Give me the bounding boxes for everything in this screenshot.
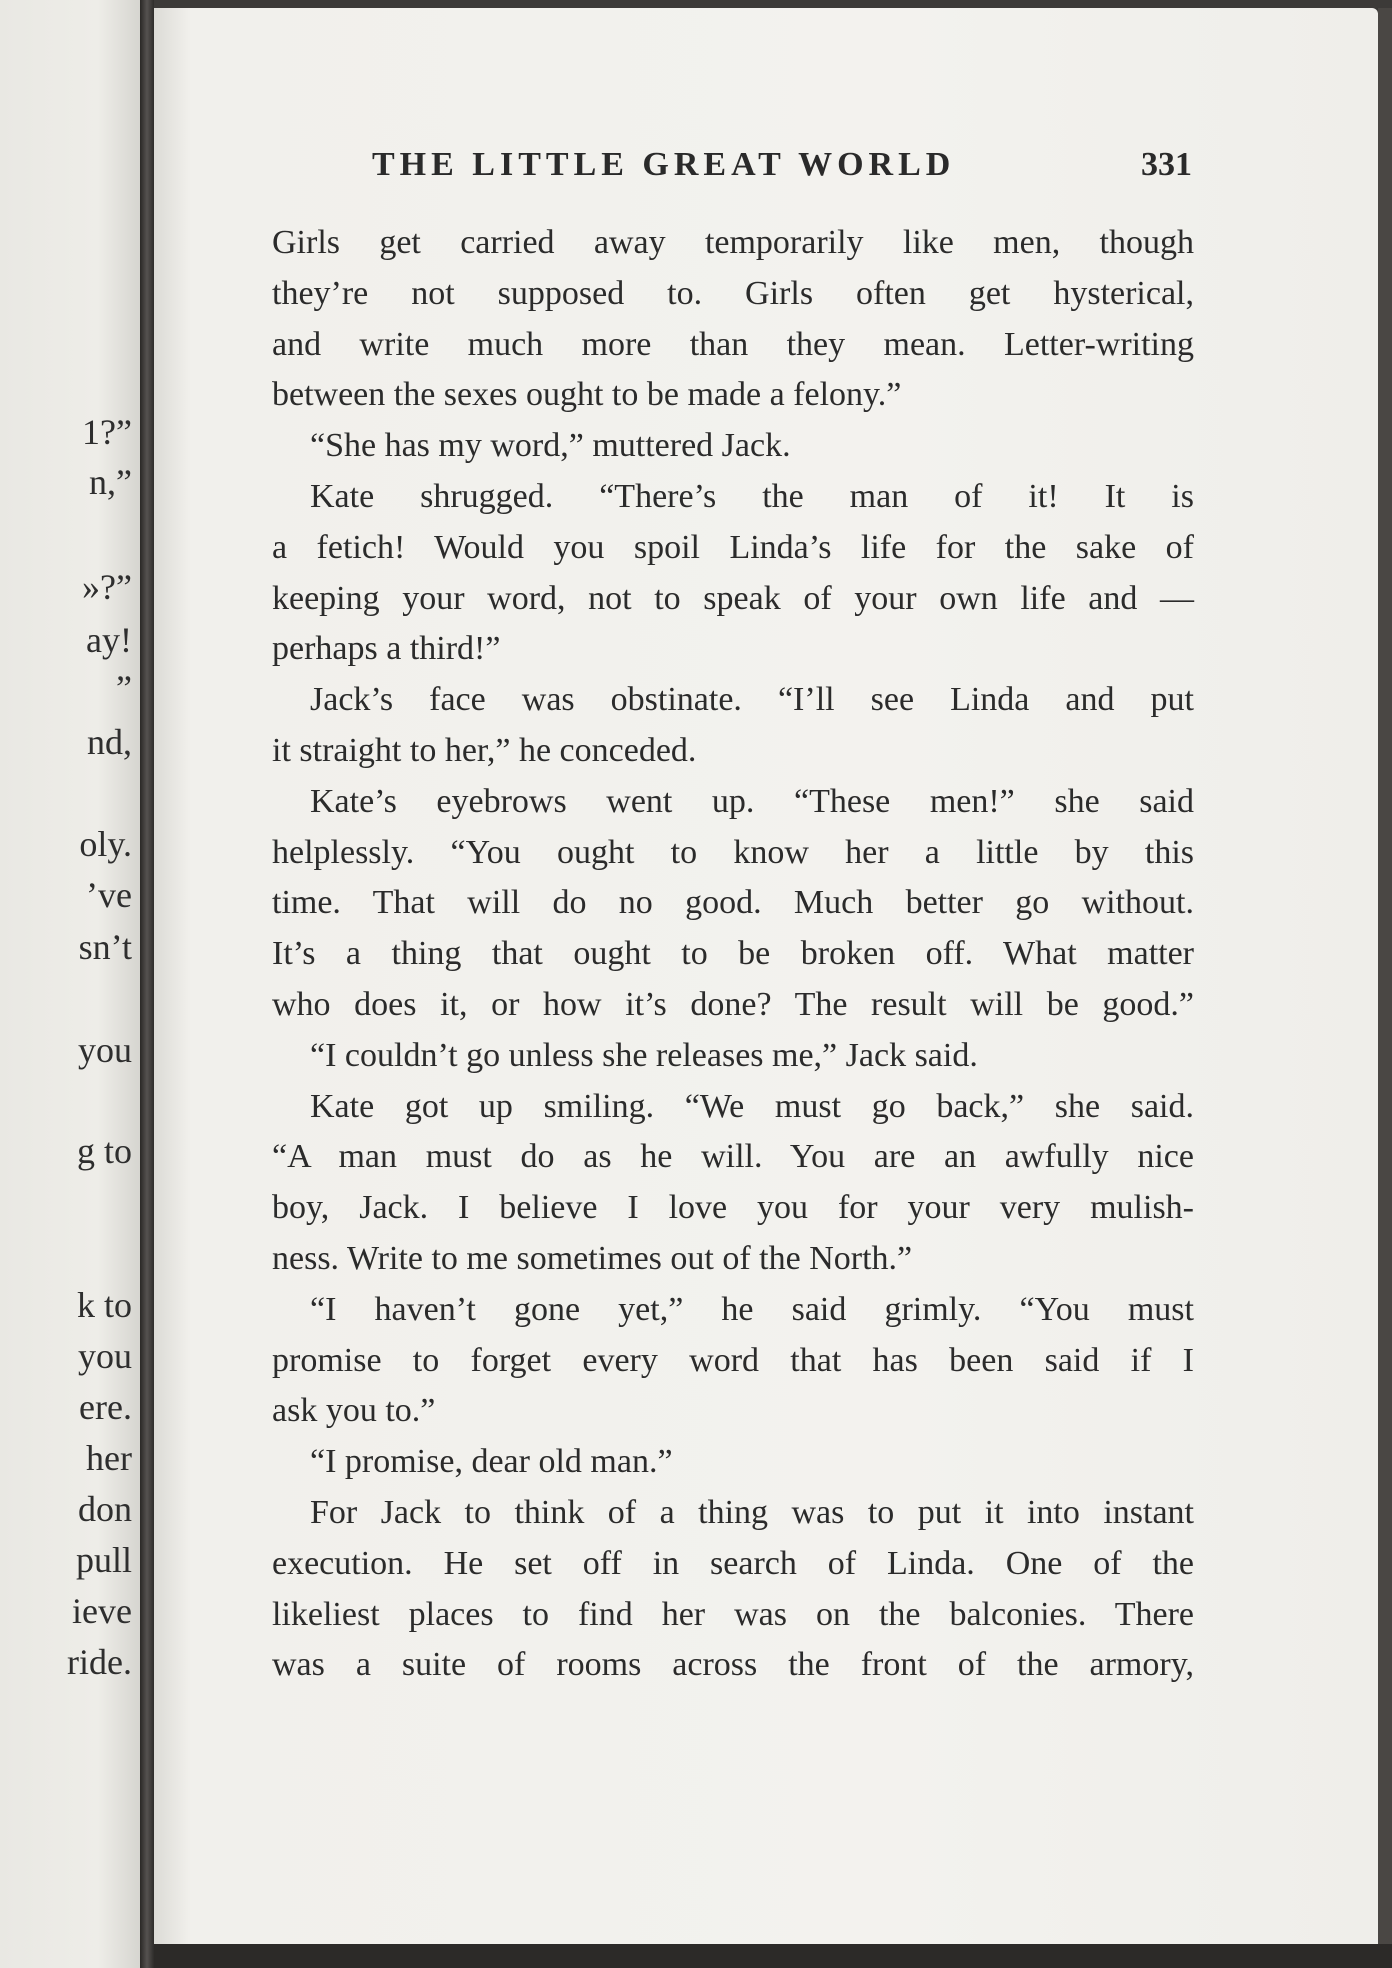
text-line: and write much more than they mean. Letter-writing — [272, 325, 1194, 363]
text-line: likeliest places to find her was on the balconies. There — [272, 1595, 1194, 1633]
text-line: “I couldn’t go unless she releases me,” Jack said. — [310, 1036, 978, 1074]
previous-page-fragment: ” — [116, 668, 132, 708]
text-line: keeping your word, not to speak of your own life and — — [272, 579, 1194, 617]
previous-page-fragment: pull — [75, 1540, 132, 1580]
text-line: Kate’s eyebrows went up. “These men!” she said — [310, 782, 1194, 820]
previous-page-fragment: 1?” — [82, 412, 132, 452]
text-line: Kate got up smiling. “We must go back,” she said. — [310, 1087, 1194, 1125]
text-line: was a suite of rooms across the front of the armory, — [272, 1646, 1194, 1684]
text-line: ask you to.” — [272, 1392, 436, 1430]
text-line: a fetich! Would you spoil Linda’s life for the sake of — [272, 528, 1194, 566]
text-line: boy, Jack. I believe I love you for your very mulish- — [272, 1189, 1194, 1227]
previous-page-fragment: sn’t — [78, 927, 132, 967]
previous-page-fragment: oly. — [79, 824, 132, 864]
running-head — [372, 146, 1192, 196]
text-line: It’s a thing that ought to be broken off. What matter — [272, 935, 1194, 973]
previous-page-fragment: ieve — [72, 1591, 132, 1631]
book-gutter — [140, 0, 154, 1968]
text-line: Kate shrugged. “There’s the man of it! It is — [310, 477, 1194, 515]
page-number: 331 — [1141, 146, 1192, 183]
previous-page-fragment: ere. — [79, 1387, 132, 1427]
text-line: “A man must do as he will. You are an awfully nice — [272, 1138, 1194, 1176]
text-line: it straight to her,” he conceded. — [272, 731, 697, 769]
previous-page-fragment: you — [78, 1030, 132, 1070]
previous-page-fragment: ay! — [86, 620, 132, 660]
previous-page-edge — [0, 0, 140, 1968]
body-text — [272, 218, 1194, 1691]
previous-page-fragment: nd, — [87, 722, 132, 762]
text-line: between the sexes ought to be made a felony.” — [272, 376, 902, 414]
text-line: time. That will do no good. Much better go without. — [272, 884, 1194, 922]
text-line: “I promise, dear old man.” — [310, 1443, 673, 1481]
text-line: perhaps a third!” — [272, 630, 501, 668]
text-line: “She has my word,” muttered Jack. — [310, 427, 791, 465]
text-line: “I haven’t gone yet,” he said grimly. “You must — [310, 1290, 1194, 1328]
text-line: For Jack to think of a thing was to put it into instant — [310, 1493, 1194, 1531]
previous-page-fragment: ’ve — [86, 875, 132, 915]
text-line: promise to forget every word that has been said if I — [272, 1341, 1194, 1379]
previous-page-fragment: k to — [76, 1285, 132, 1325]
page-right-edge — [1378, 8, 1392, 1968]
text-line: Jack’s face was obstinate. “I’ll see Linda and put — [310, 681, 1194, 719]
previous-page-fragment: you — [78, 1336, 132, 1376]
text-line: they’re not supposed to. Girls often get hysterical, — [272, 274, 1194, 312]
text-line: Girls get carried away temporarily like men, though — [272, 224, 1194, 261]
previous-page-fragment: n,” — [89, 462, 132, 502]
text-line: ness. Write to me sometimes out of the North.” — [272, 1239, 913, 1277]
text-line: who does it, or how it’s done? The result will be good.” — [272, 985, 1194, 1023]
previous-page-fragment: »?” — [82, 567, 132, 607]
previous-page-fragment: ride. — [67, 1642, 132, 1682]
page-bottom-edge — [154, 1944, 1392, 1968]
running-head-title: THE LITTLE GREAT WORLD — [372, 146, 956, 183]
top-shadow — [154, 0, 1392, 8]
previous-page-fragment: g to — [76, 1131, 132, 1171]
previous-page-fragment: don — [78, 1489, 132, 1529]
text-line: execution. He set off in search of Linda. One of the — [272, 1544, 1194, 1582]
text-line: helplessly. “You ought to know her a little by this — [272, 833, 1194, 871]
previous-page-fragment: her — [86, 1438, 132, 1478]
